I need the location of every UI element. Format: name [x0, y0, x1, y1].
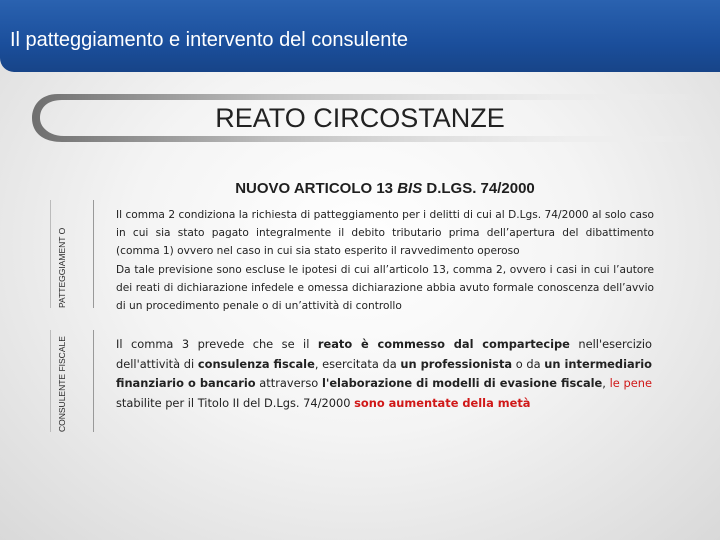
side-label-patteggiamento: [50, 200, 94, 308]
page-title: Il patteggiamento e intervento del consulente: [10, 29, 409, 51]
article-subtitle: NUOVO ARTICOLO 13 BIS D.LGS. 74/2000: [235, 180, 535, 197]
header-bar: [0, 0, 720, 72]
side-label-text: PATTEGGIAMENT O: [57, 227, 67, 308]
section-title: REATO CIRCOSTANZE: [215, 103, 505, 133]
paragraph-line: Da tale previsione sono escluse le ipotesi di cui all’articolo 13, comma 2, ovvero i casi in cui l’autore dei reati di dichiarazione infedele e omessa dichiarazione abbia avuto formale conoscenza dell’avvio di un procedimento penale o di un’attività di controllo: [116, 263, 654, 313]
side-label-text: CONSULENTE FISCALE: [57, 336, 67, 432]
paragraph-consulente: Il comma 3 prevede che se il reato è commesso dal compartecipe nell'esercizio dell'attività di consulenza fiscale, esercitata da un professionista o da un intermediario finanziario o bancario attraverso l'elaborazione di modelli di evasione fiscale, le pene stabilite per il Titolo II del D.Lgs. 74/2000 sono aumentate della metà: [116, 337, 653, 410]
paragraph-patteggiamento: [116, 206, 654, 315]
paragraph-line: Il comma 2 condiziona la richiesta di patteggiamento per i delitti di cui al D.Lgs. 74/2000 al solo caso in cui sia stato pagato integralmente il debito tributario prima dell’apertura del dibattimento (comma 1) ovvero nel caso in cui sia stato esperito il ravvedimento operoso: [116, 209, 654, 258]
side-label-consulente: [50, 330, 94, 432]
